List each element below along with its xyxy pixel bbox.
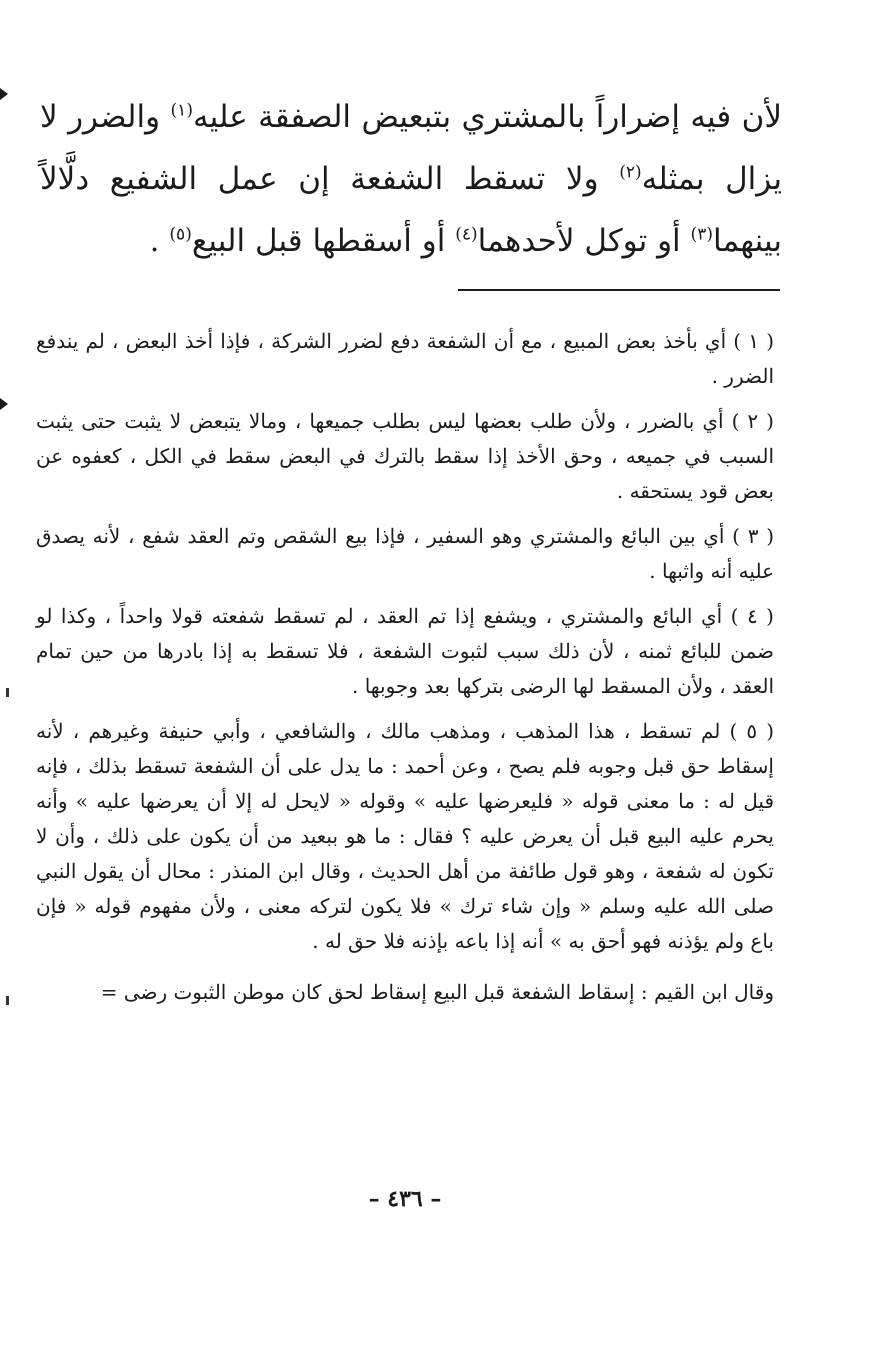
footnote-4: ( ٤ ) أي البائع والمشتري ، ويشفع إذا تم العقد ، لم تسقط شفعته قولا واحداً ، وكذا لو ضمن للبائع ثمنه ، لأن ذلك سبب لثبوت الشفعة ، فلا تسقط به إذا بادرها من حين تمام العقد ، ولأن المسقط لها الرضى بتركها بعد وجوبها .: [36, 604, 774, 698]
margin-mark: [0, 398, 8, 410]
footnote-ref: (٣): [690, 224, 713, 245]
margin-speck: [6, 688, 9, 697]
footnote-separator: [458, 289, 780, 291]
margin-speck: [6, 996, 9, 1005]
main-text-line: أو توكل لأحدهما: [477, 223, 691, 259]
footnote-2: ( ٢ ) أي بالضرر ، ولأن طلب بعضها ليس بطلب جميعها ، ومالا يتبعض لا يثبت حتى يثبت السبب في جميعه ، وحق الأخذ إذا سقط بالترك في البعض سقط في الكل ، كعفوه عن بعض قود يستحقه .: [36, 409, 774, 503]
margin-mark: [0, 88, 8, 100]
footnote-3: ( ٣ ) أي بين البائع والمشتري وهو السفير ، فإذا بيع الشقص وتم العقد شفع ، لأنه يصدق عليه أنه واثبها .: [36, 524, 774, 583]
main-text-line: أو أسقطها قبل البيع: [191, 223, 456, 259]
main-text-line: والضرر لا يزال بمثله: [40, 99, 782, 197]
footnote-continuation: وقال ابن القيم : إسقاط الشفعة قبل البيع إسقاط لحق كان موطن الثبوت رضى =: [100, 980, 774, 1004]
footnote-ref: (٥): [169, 224, 192, 245]
main-text-line: لأن فيه إضراراً بالمشتري بتبعيض الصفقة عليه: [192, 99, 783, 135]
main-text-line: ولا تسقط الشفعة إن عمل الشفيع دلَّالاً بينهما: [40, 161, 782, 259]
main-text: [40, 86, 782, 272]
footnote-ref: (٢): [619, 162, 642, 183]
footnotes: [36, 324, 774, 1020]
main-text-line: .: [149, 223, 170, 259]
footnote-1: ( ١ ) أي بأخذ بعض المبيع ، مع أن الشفعة دفع لضرر الشركة ، فإذا أخذ البعض ، لم يندفع الضرر .: [36, 329, 774, 388]
page-number: – ٤٣٦ –: [368, 1186, 442, 1212]
footnote-5: ( ٥ ) لم تسقط ، هذا المذهب ، ومذهب مالك ، والشافعي ، وأبي حنيفة وغيرهم ، لأنه إسقاط حق قبل وجوبه فلم يصح ، وعن أحمد : ما يدل على أن الشفعة تسقط بذلك ، فإنه قيل له : ما معنى قوله « فليعرضها عليه » وقوله « لايحل له إلا أن يعرضها عليه » وأنه يحرم عليه البيع قبل أن يعرض عليه ؟ فقال : ما هو ببعيد من أن يكون على ذلك ، وأن لا تكون له شفعة ، وهو قول طائفة من أهل الحديث ، وقال ابن المنذر : محال أن يقول النبي صلى الله عليه وسلم « وإن شاء ترك » فلا يكون لتركه معنى ، ولأن مفهوم قوله « فإن باع ولم يؤذنه فهو أحق به » أنه إذا باعه بإذنه فلا حق له .: [36, 719, 774, 953]
footnote-ref: (١): [170, 100, 193, 121]
footnote-ref: (٤): [455, 224, 478, 245]
